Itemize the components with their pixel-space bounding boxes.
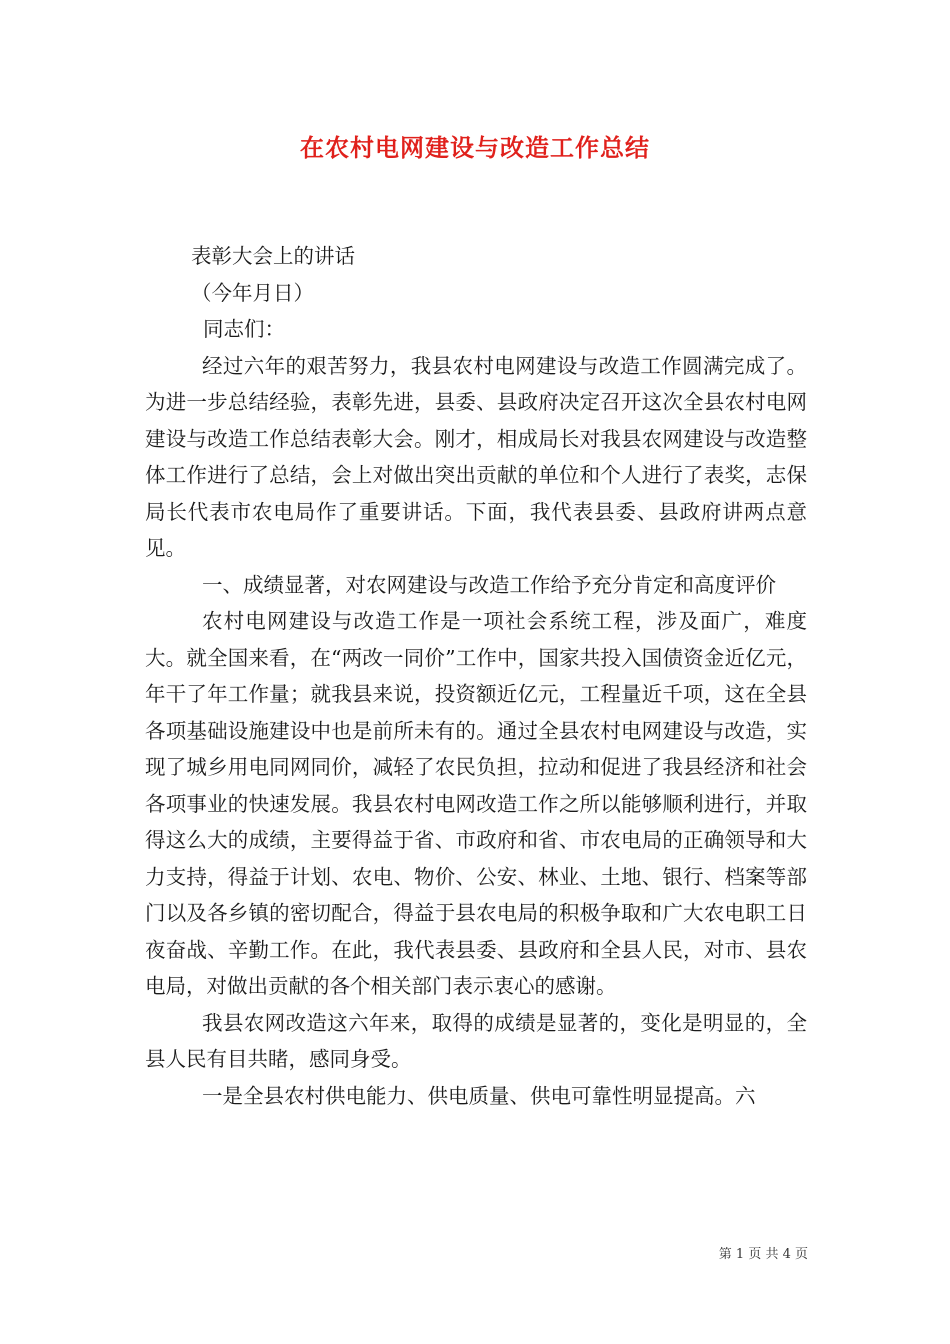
- document-body: [145, 238, 807, 1114]
- date-line: （今年月日）: [191, 280, 314, 305]
- document-title: 在农村电网建设与改造工作总结: [300, 133, 650, 162]
- paragraph-intro: 经过六年的艰苦努力，我县农村电网建设与改造工作圆满完成了。为进一步总结经验，表彰先进，县委、县政府决定召开这次全县农村电网建设与改造工作总结表彰大会。刚才，相成局长对我县农网建设与改造整体工作进行了总结，会上对做出突出贡献的单位和个人进行了表奖，志保局长代表市农电局作了重要讲话。下面，我代表县委、县政府讲两点意见。: [145, 353, 807, 560]
- page-footer: 第 1 页 共 4 页: [718, 1247, 808, 1262]
- paragraph-six-years: 我县农网改造这六年来，取得的成绩是显著的，变化是明显的，全县人民有目共睹，感同身受。: [145, 1010, 807, 1071]
- speech-subtitle: 表彰大会上的讲话: [191, 244, 355, 268]
- greeting: 同志们：: [203, 317, 285, 341]
- section-heading-one: 一、成绩显著，对农网建设与改造工作给予充分肯定和高度评价: [202, 572, 776, 597]
- paragraph-point-one: 一是全县农村供电能力、供电质量、供电可靠性明显提高。六: [202, 1083, 756, 1108]
- paragraph-achievements: 农村电网建设与改造工作是一项社会系统工程，涉及面广，难度大。就全国来看，在“两改一同价”工作中，国家共投入国债资金近亿元，年干了年工作量；就我县来说，投资额近亿元，工程量近千项，这在全县各项基础设施建设中也是前所未有的。通过全县农村电网建设与改造，实现了城乡用电同网同价，减轻了农民负担，拉动和促进了我县经济和社会各项事业的快速发展。我县农村电网改造工作之所以能够顺利进行，并取得这么大的成绩，主要得益于省、市政府和省、市农电局的正确领导和大力支持，得益于计划、农电、物价、公安、林业、土地、银行、档案等部门以及各乡镇的密切配合，得益于县农电局的积极争取和广大农电职工日夜奋战、辛勤工作。在此，我代表县委、县政府和全县人民，对市、县农电局，对做出贡献的各个相关部门表示衷心的感谢。: [145, 609, 807, 998]
